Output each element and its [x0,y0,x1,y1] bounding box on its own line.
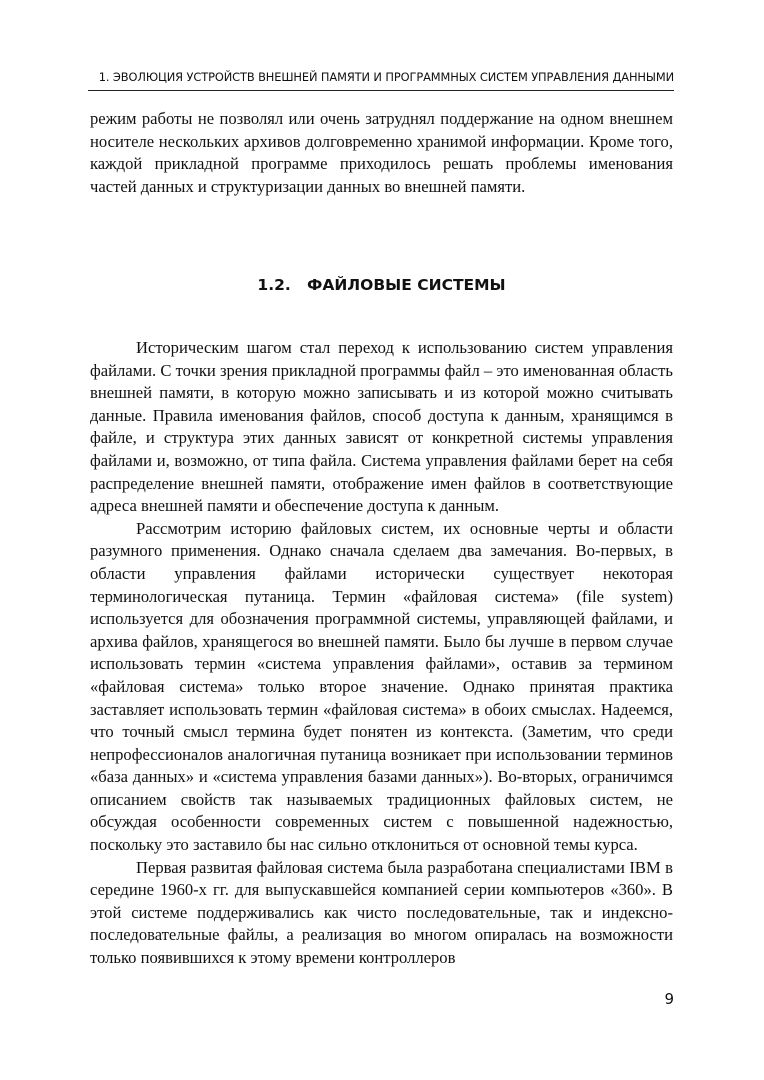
intro-text-block [90,108,673,198]
section-body [90,337,673,970]
running-header: 1. ЭВОЛЮЦИЯ УСТРОЙСТВ ВНЕШНЕЙ ПАМЯТИ И ПРОГРАММНЫХ СИСТЕМ УПРАВЛЕНИЯ ДАННЫМИ [98,70,674,84]
paragraph-3: Первая развитая файловая система была разработана специалистами IBM в середине 1960-х гг. для выпускавшейся компанией серии компьютеров «360». В этой системе поддерживались как чисто последовательные, так и индексно-последовательные файлы, а реализация во многом опиралась на возможности только появившихся к этому времени контроллеров [90,857,673,968]
intro-paragraph: режим работы не позволял или очень затруднял поддержание на одном внешнем носителе нескольких архивов долговременно хранимой информации. Кроме того, каждой прикладной программе приходилось решать проблемы именования частей данных и структуризации данных во внешней памяти. [90,109,673,196]
header-rule [88,90,674,91]
page-number: 9 [664,990,674,1008]
section-number: 1.2. [257,276,291,294]
section-title: ФАЙЛОВЫЕ СИСТЕМЫ [306,276,506,294]
paragraph-2: Рассмотрим историю файловых систем, их основные черты и области разумного применения. Однако сначала сделаем два замечания. Во-первых, в области управления файлами исторически существует некоторая терминологическая путаница. Термин «файловая система» (file system) используется для обозначения программной системы, управляющей файлами, и архива файлов, хранящегося во внешней памяти. Было бы лучше в первом случае использовать термин «система управления файлами», оставив за термином «файловая система» только второе значение. Однако принятая практика заставляет использовать термин «файловая система» в обоих смыслах. Надеемся, что точный смысл термина будет понятен из контекста. (Заметим, что среди непрофессионалов аналогичная путаница возникает при использовании терминов «база данных» и «система управления базами данных»). Во-вторых, ограничимся описанием свойств так называемых традиционных файловых систем, не обсуждая особенности современных систем с повышенной надежностью, поскольку это заставило бы нас сильно отклониться от основной темы курса. [90,518,673,855]
section-heading [90,276,673,294]
paragraph-1: Историческим шагом стал переход к использованию систем управления файлами. С точки зрения прикладной программы файл – это именованная область внешней памяти, в которую можно записывать и из которой можно считывать данные. Правила именования файлов, способ доступа к данным, хранящимся в файле, и структура этих данных зависят от конкретной системы управления файлами и, возможно, от типа файла. Система управления файлами берет на себя распределение внешней памяти, отображение имен файлов в соответствующие адреса внешней памяти и обеспечение доступа к данным. [90,338,673,516]
